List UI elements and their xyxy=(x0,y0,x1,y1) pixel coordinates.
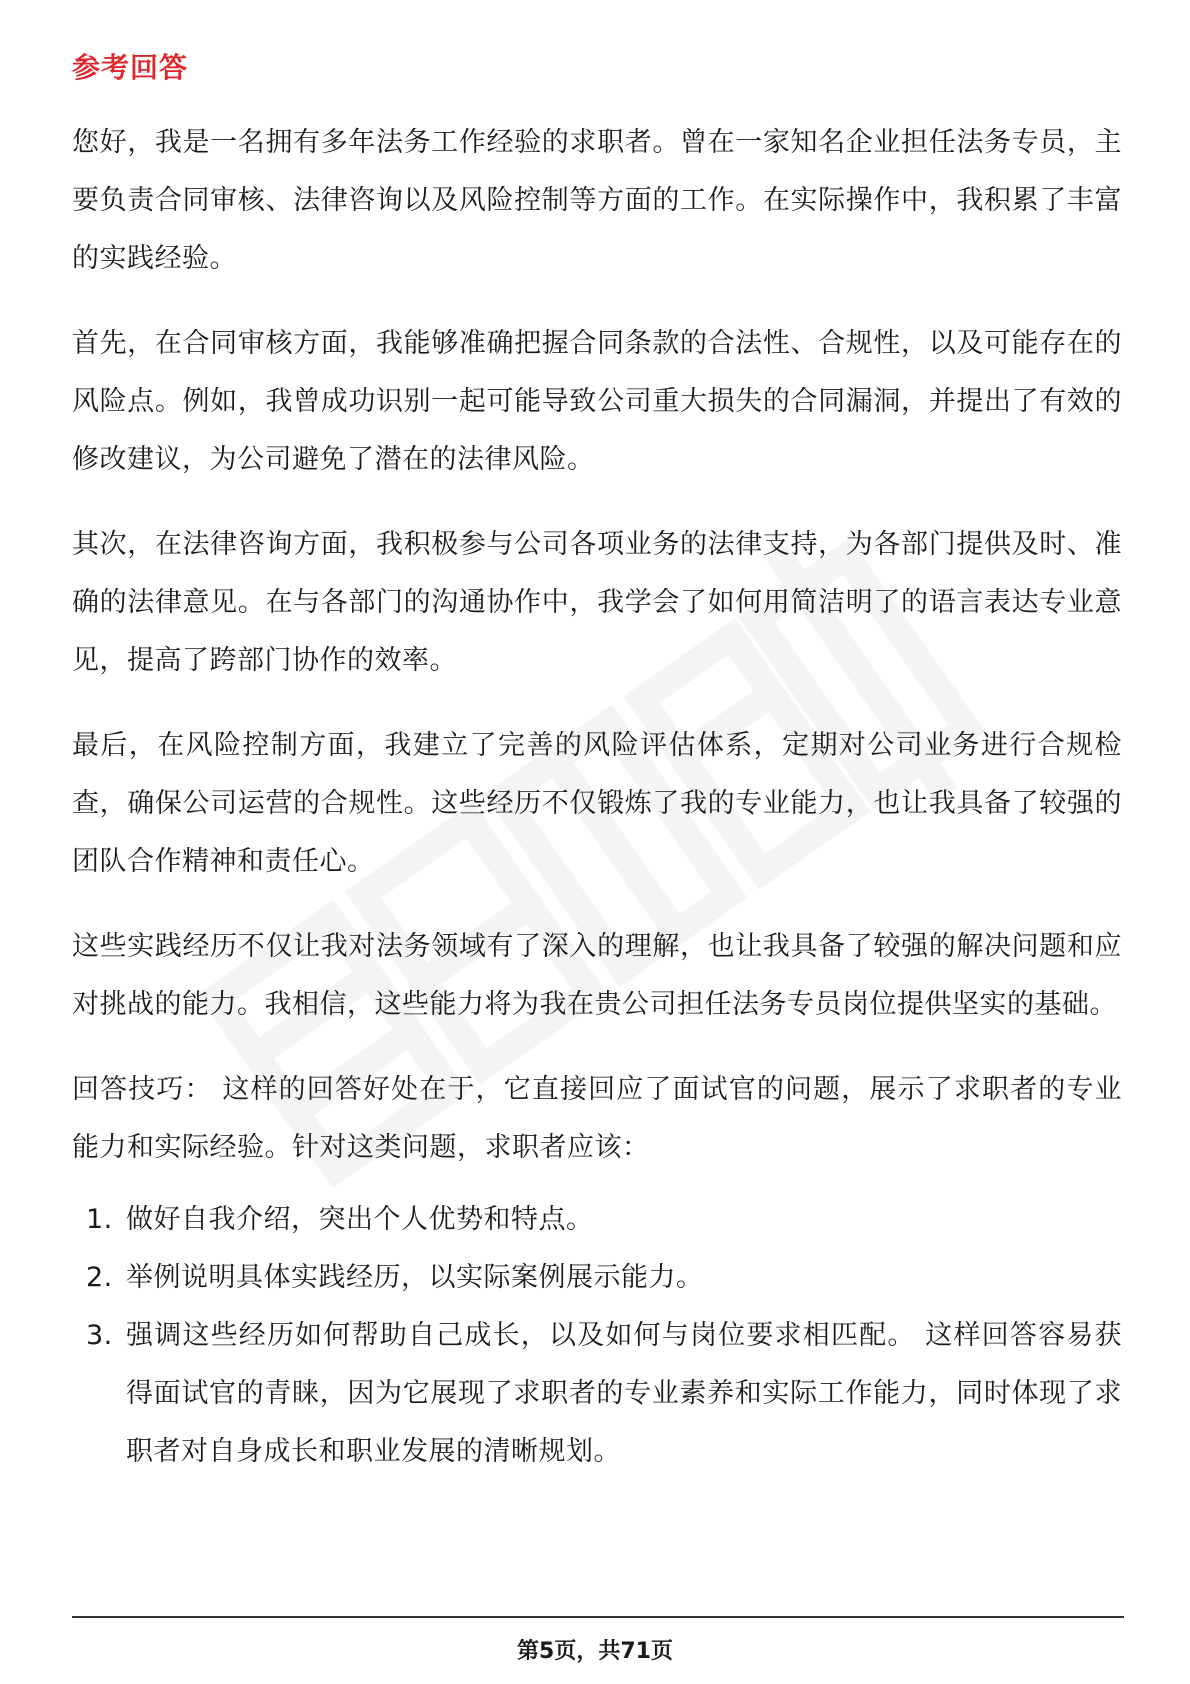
tips-intro: 回答技巧： 这样的回答好处在于，它直接回应了面试官的问题，展示了求职者的专业能力和实际经验。针对这类问题，求职者应该： xyxy=(72,1074,1122,1163)
list-item-text: 强调这些经历如何帮助自己成长，以及如何与岗位要求相匹配。 这样回答容易获得面试官的青睐，因为它展现了求职者的专业素养和实际工作能力，同时体现了求职者对自身成长和职业发展的清晰规划。 xyxy=(126,1320,1122,1467)
answer-paragraph-intro: 您好，我是一名拥有多年法务工作经验的求职者。曾在一家知名企业担任法务专员，主要负责合同审核、法律咨询以及风险控制等方面的工作。在实际操作中，我积累了丰富的实践经验。 xyxy=(72,127,1122,274)
section-title: 参考回答 xyxy=(72,51,189,84)
answer-paragraph-conclusion: 这些实践经历不仅让我对法务领域有了深入的理解，也让我具备了较强的解决问题和应对挑战的能力。我相信，这些能力将为我在贵公司担任法务专员岗位提供坚实的基础。 xyxy=(72,931,1122,1020)
list-item-text: 做好自我介绍，突出个人优势和特点。 xyxy=(126,1204,594,1235)
answer-paragraph-legal-consulting: 其次，在法律咨询方面，我积极参与公司各项业务的法律支持，为各部门提供及时、准确的法律意见。在与各部门的沟通协作中，我学会了如何用简洁明了的语言表达专业意见，提高了跨部门协作的效率。 xyxy=(72,529,1122,676)
list-item-number: 1. xyxy=(86,1204,113,1235)
list-item xyxy=(72,1307,1122,1481)
page-number: 第5页，共71页 xyxy=(517,1639,673,1664)
list-item xyxy=(72,1191,1122,1249)
answer-paragraph-risk-control: 最后，在风险控制方面，我建立了完善的风险评估体系，定期对公司业务进行合规检查，确保公司运营的合规性。这些经历不仅锻炼了我的专业能力，也让我具备了较强的团队合作精神和责任心。 xyxy=(72,730,1122,877)
list-item-number: 2. xyxy=(86,1262,113,1293)
main-content xyxy=(72,48,1122,1481)
footer-divider xyxy=(72,1616,1124,1618)
answer-paragraph-contract-review: 首先，在合同审核方面，我能够准确把握合同条款的合法性、合规性，以及可能存在的风险点。例如，我曾成功识别一起可能导致公司重大损失的合同漏洞，并提出了有效的修改建议，为公司避免了潜在的法律风险。 xyxy=(72,328,1122,475)
list-item-number: 3. xyxy=(86,1320,113,1351)
tips-list xyxy=(72,1191,1122,1481)
list-item xyxy=(72,1249,1122,1307)
list-item-text: 举例说明具体实践经历，以实际案例展示能力。 xyxy=(126,1262,704,1293)
